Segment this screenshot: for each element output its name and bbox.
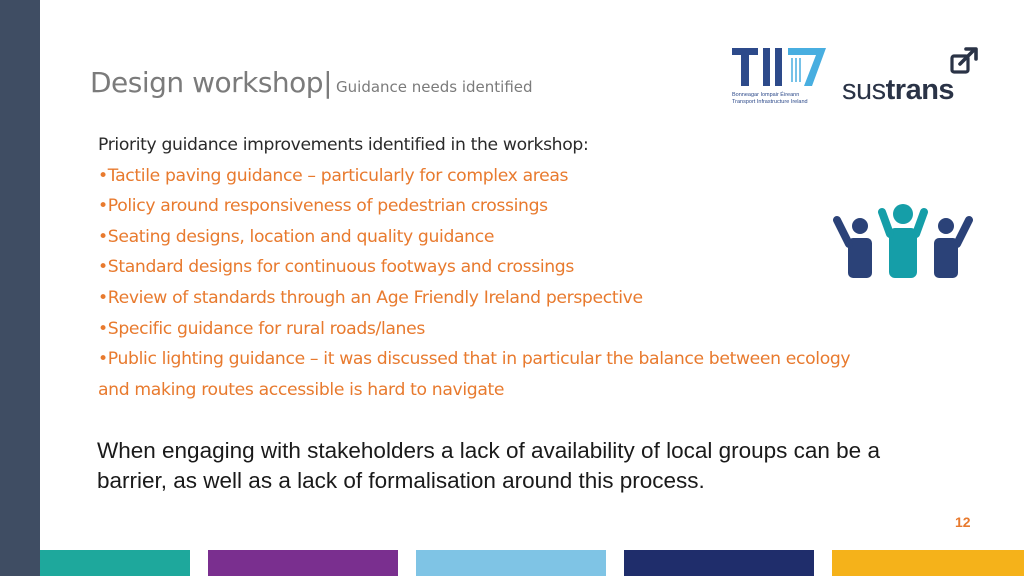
left-accent-strip <box>0 0 40 576</box>
list-item: • Tactile paving guidance – particularly for complex areas <box>98 161 878 192</box>
page-number: 12 <box>955 514 971 530</box>
footer-bar <box>40 550 190 576</box>
footer-bar <box>416 550 606 576</box>
list-item: • Review of standards through an Age Friendly Ireland perspective <box>98 283 878 314</box>
sustrans-logo-bold: trans <box>885 74 955 106</box>
slide-title-main: Design workshop| <box>90 66 333 99</box>
tii-caption <box>732 92 832 105</box>
list-item: • Standard designs for continuous footways and crossings <box>98 252 878 283</box>
list-item: • Seating designs, location and quality guidance <box>98 222 878 253</box>
tii-caption-line1: Bonneagar Iompair Éireann <box>732 92 800 98</box>
stakeholder-paragraph: When engaging with stakeholders a lack of availability of local groups can be a barrier, as well as a lack of formalisation around this process. <box>97 438 880 493</box>
intro-text: Priority guidance improvements identified in the workshop: <box>98 135 589 155</box>
list-item: • Public lighting guidance – it was discussed that in particular the balance between ecology and making routes accessible is hard to navigate <box>98 344 878 405</box>
sustrans-logo <box>842 74 954 107</box>
tii-caption-line2: Transport Infrastructure Ireland <box>732 98 808 105</box>
share-arrow-icon <box>948 44 982 78</box>
tii-logo-mark <box>732 46 828 90</box>
sustrans-logo-light: sus <box>842 74 886 106</box>
priority-list <box>98 161 878 406</box>
tii-logo <box>732 46 828 108</box>
footer-bar <box>208 550 398 576</box>
slide-title <box>90 66 533 99</box>
slide-title-subtitle: Guidance needs identified <box>336 78 533 96</box>
footer-bar <box>832 550 1024 576</box>
slide-body <box>98 130 878 405</box>
list-item: • Specific guidance for rural roads/lanes <box>98 314 878 345</box>
list-item: • Policy around responsiveness of pedestrian crossings <box>98 191 878 222</box>
footer-color-bars <box>40 550 1024 576</box>
footer-bar <box>624 550 814 576</box>
